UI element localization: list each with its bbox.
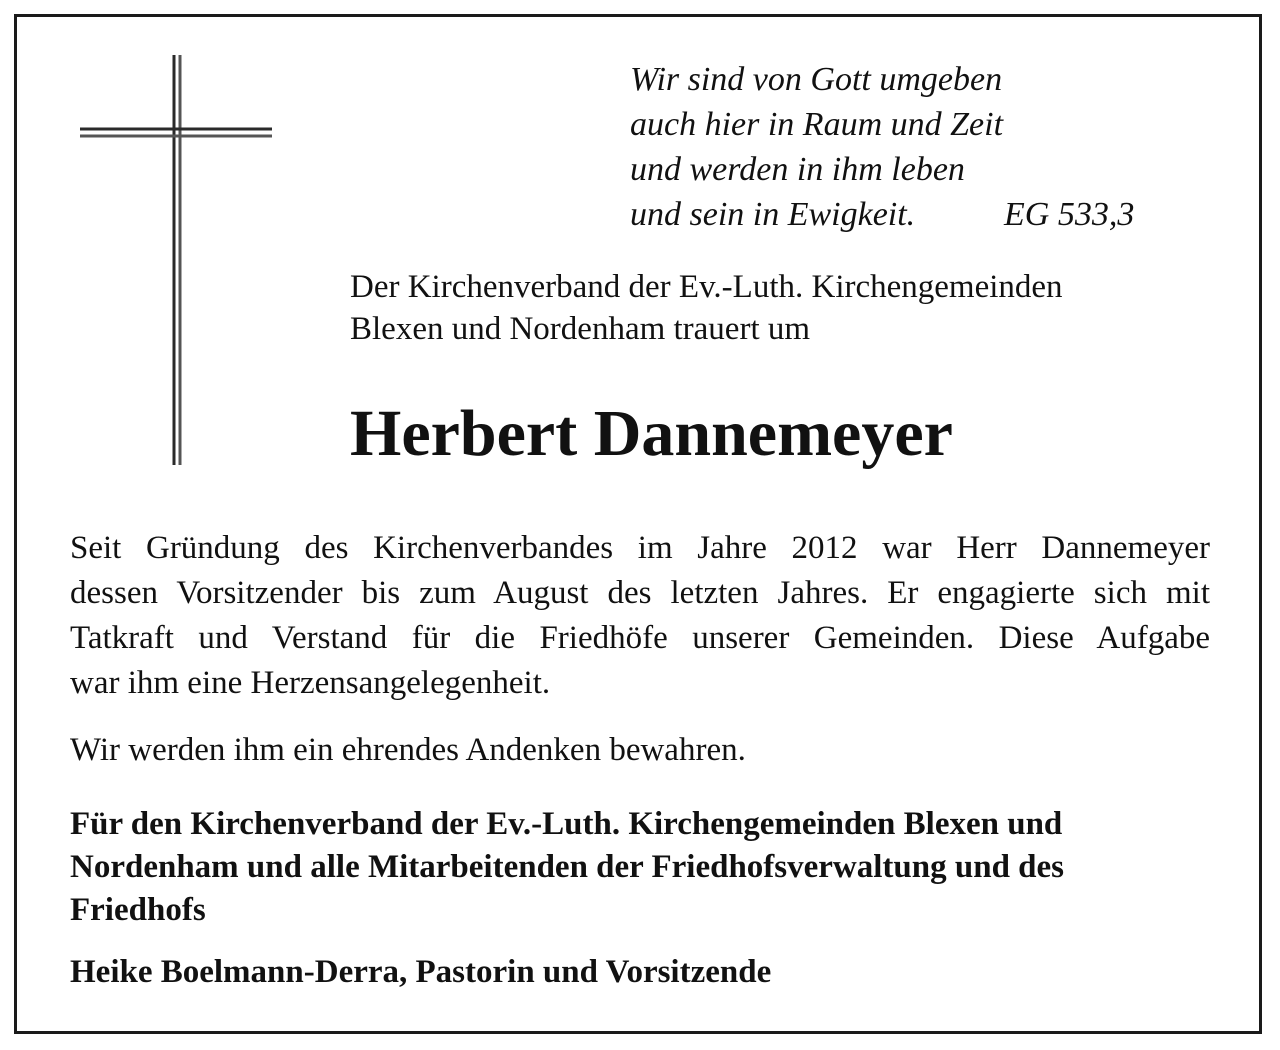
signoff-line: Für den Kirchenverband der Ev.-Luth. Kirchengemeinden Blexen und bbox=[70, 806, 1063, 842]
tribute-line: Seit Gründung des Kirchenverbandes im Jahre 2012 war Herr Dannemeyer bbox=[70, 530, 1210, 566]
signoff-line: Nordenham und alle Mitarbeitenden der Friedhofsverwaltung und des bbox=[70, 849, 1065, 885]
motto-reference: EG 533,3 bbox=[1004, 196, 1135, 233]
intro-line: Der Kirchenverband der Ev.-Luth. Kirchengemeinden bbox=[350, 269, 1063, 305]
remembrance-text: Wir werden ihm ein ehrendes Andenken bewahren. bbox=[70, 732, 746, 768]
motto-line: auch hier in Raum und Zeit bbox=[630, 106, 1004, 143]
motto-line: und sein in Ewigkeit. bbox=[630, 196, 916, 233]
deceased-name: Herbert Dannemeyer bbox=[350, 397, 953, 470]
signoff-block bbox=[70, 803, 1195, 932]
motto-line: Wir sind von Gott umgeben bbox=[630, 61, 1003, 98]
tribute-line: war ihm eine Herzensangelegenheit. bbox=[70, 665, 551, 701]
bible-motto bbox=[630, 57, 1135, 237]
tribute-paragraph bbox=[70, 526, 1210, 706]
tribute-line: dessen Vorsitzender bis zum August des letzten Jahres. Er engagierte sich mit bbox=[70, 575, 1210, 611]
intro-text bbox=[350, 266, 1063, 350]
motto-line: und werden in ihm leben bbox=[630, 151, 965, 188]
signoff-line: Friedhofs bbox=[70, 892, 206, 928]
signature-line: Heike Boelmann-Derra, Pastorin und Vorsitzende bbox=[70, 954, 772, 990]
cross-icon bbox=[80, 55, 272, 465]
intro-line: Blexen und Nordenham trauert um bbox=[350, 311, 811, 347]
tribute-line: Tatkraft und Verstand für die Friedhöfe unserer Gemeinden. Diese Aufgabe bbox=[70, 620, 1210, 656]
